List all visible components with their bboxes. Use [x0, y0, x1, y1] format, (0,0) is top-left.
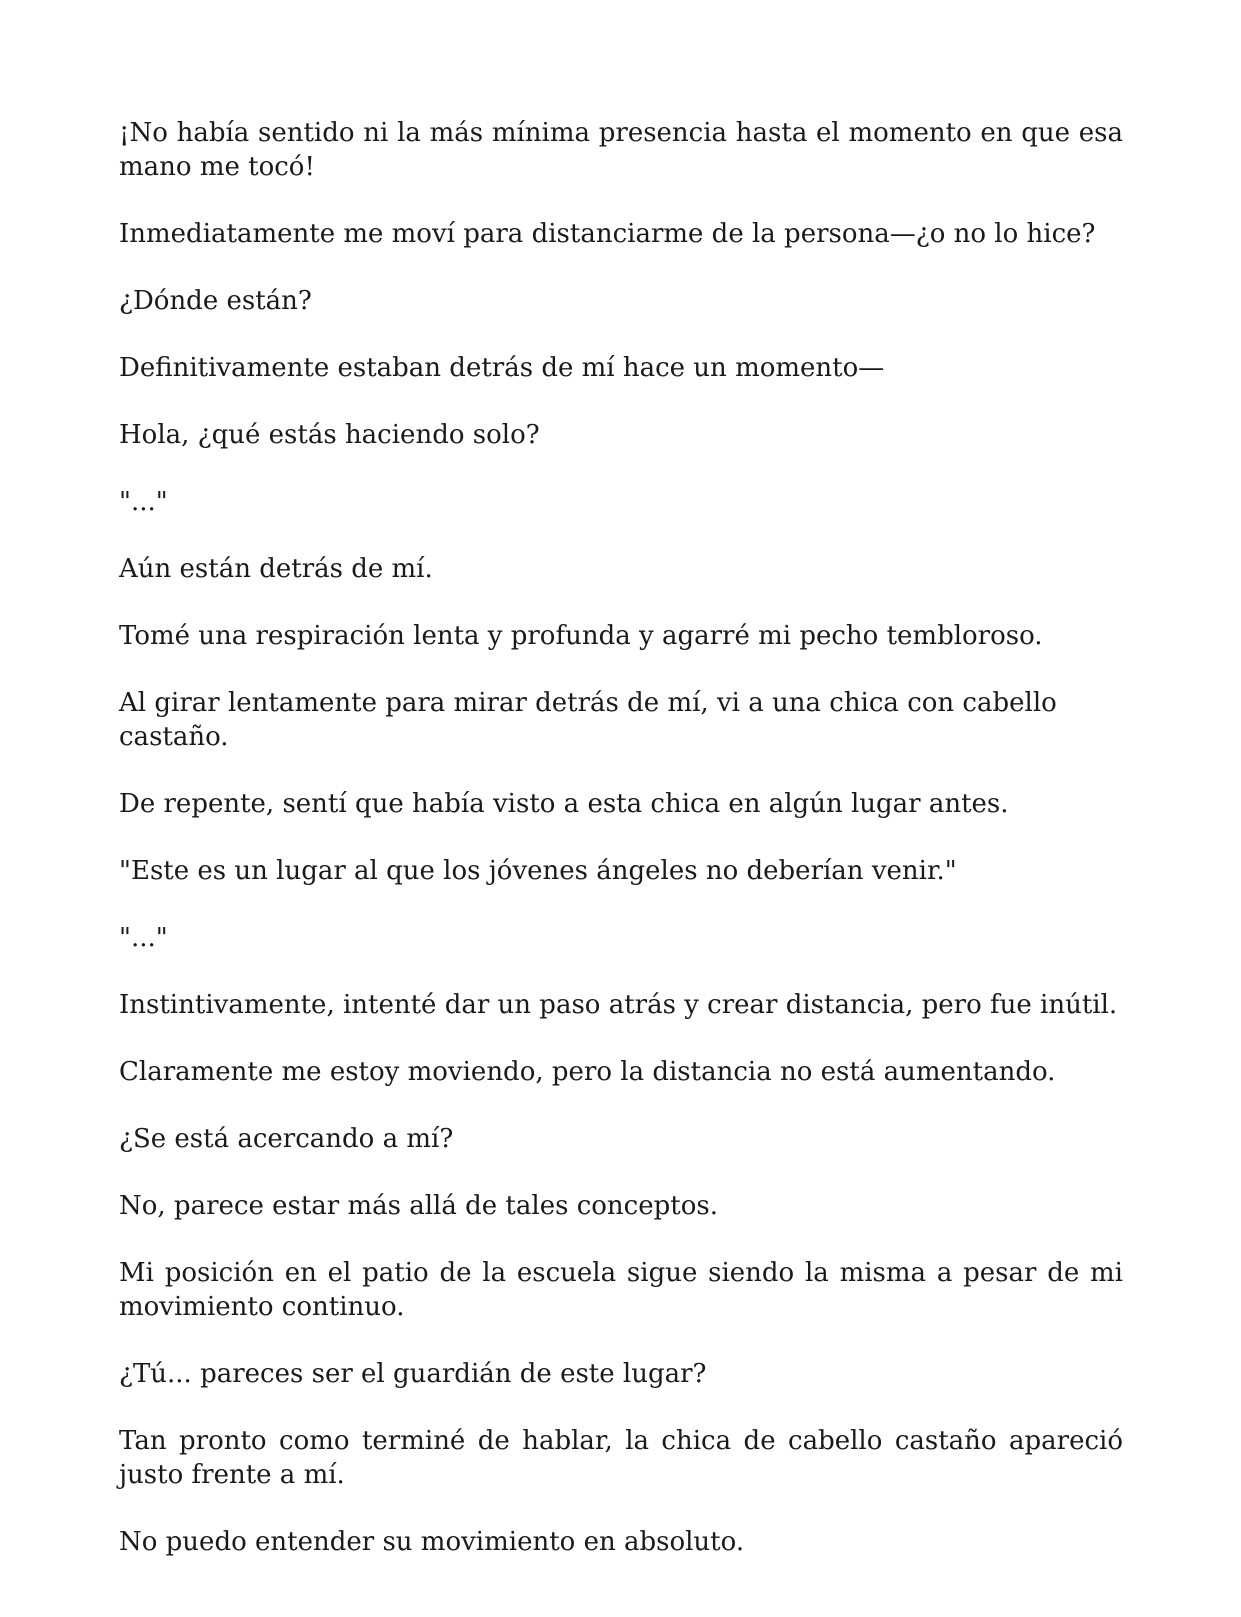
paragraph: "...": [119, 487, 168, 517]
paragraph: No puedo entender su movimiento en absoluto.: [119, 1527, 745, 1557]
paragraph: ¿Tú... pareces ser el guardián de este lugar?: [119, 1359, 707, 1389]
paragraph: Tan pronto como terminé de hablar, la chica de cabello castaño apareció justo frente a mí.: [119, 1426, 1123, 1490]
paragraph: "Este es un lugar al que los jóvenes ángeles no deberían venir.": [119, 856, 957, 886]
paragraph: Mi posición en el patio de la escuela sigue siendo la misma a pesar de mi movimiento continuo.: [119, 1258, 1123, 1322]
document-body: [119, 116, 1123, 1592]
paragraph: De repente, sentí que había visto a esta chica en algún lugar antes.: [119, 789, 1009, 819]
paragraph: ¿Dónde están?: [119, 286, 312, 316]
paragraph: Aún están detrás de mí.: [119, 554, 433, 584]
paragraph: "...": [119, 923, 168, 953]
paragraph: Al girar lentamente para mirar detrás de mí, vi a una chica con cabello castaño.: [119, 688, 1057, 752]
paragraph: Tomé una respiración lenta y profunda y agarré mi pecho tembloroso.: [119, 621, 1043, 651]
paragraph: Inmediatamente me moví para distanciarme de la persona—¿o no lo hice?: [119, 219, 1096, 249]
paragraph: ¡No había sentido ni la más mínima presencia hasta el momento en que esa mano me tocó!: [119, 118, 1123, 182]
paragraph: ¿Se está acercando a mí?: [119, 1124, 454, 1154]
paragraph: Instintivamente, intenté dar un paso atrás y crear distancia, pero fue inútil.: [119, 990, 1118, 1020]
paragraph: Definitivamente estaban detrás de mí hace un momento—: [119, 353, 885, 383]
paragraph: No, parece estar más allá de tales conceptos.: [119, 1191, 718, 1221]
paragraph: Hola, ¿qué estás haciendo solo?: [119, 420, 540, 450]
paragraph: Claramente me estoy moviendo, pero la distancia no está aumentando.: [119, 1057, 1056, 1087]
